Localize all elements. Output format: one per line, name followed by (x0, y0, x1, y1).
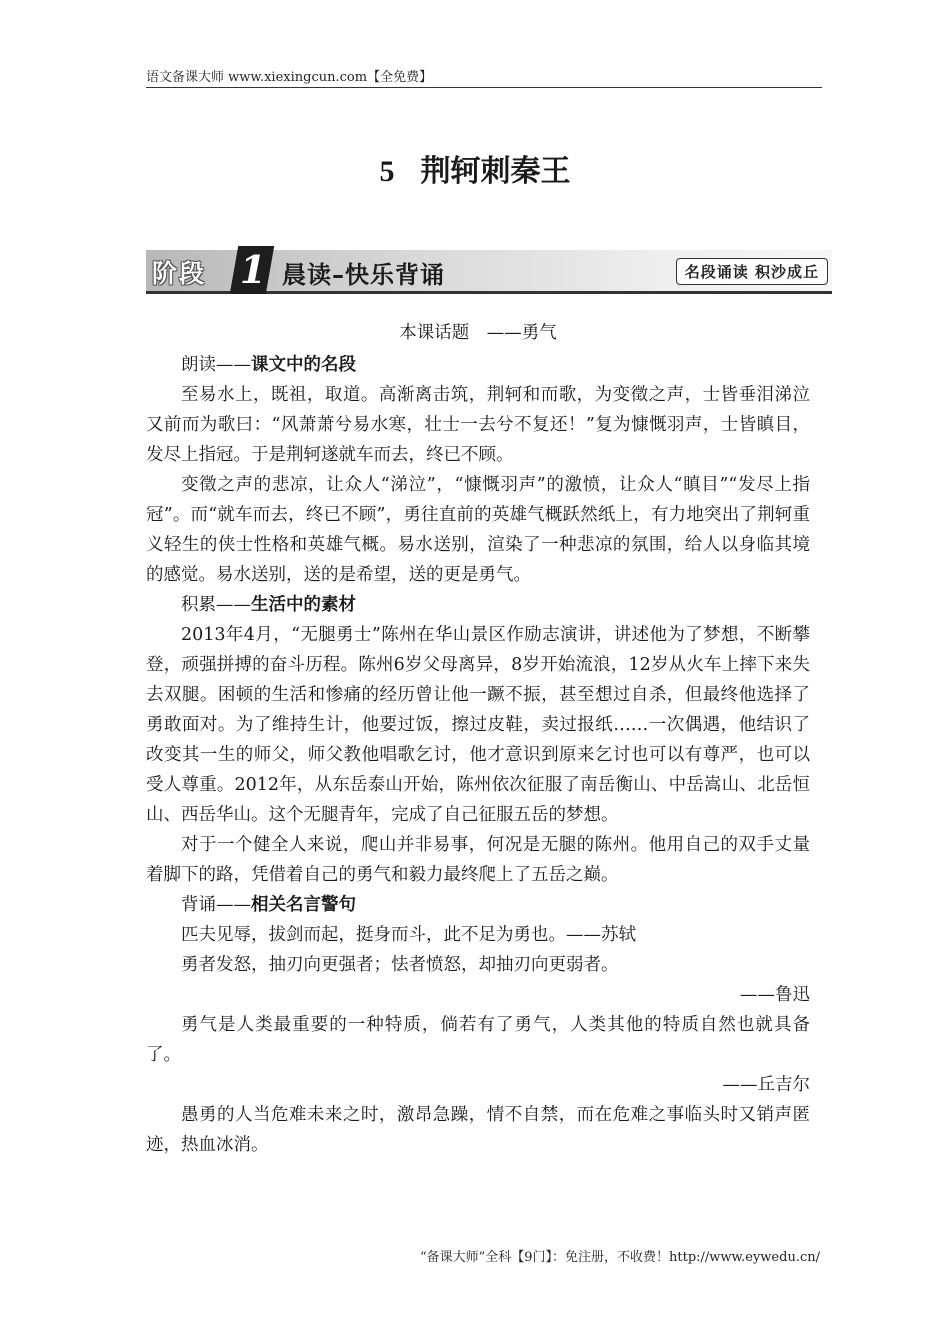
main-content (146, 318, 810, 1160)
stage-heading: 晨读–快乐背诵 (282, 261, 445, 289)
stage-label: 阶段 (152, 259, 207, 288)
paragraph: 2013年4月，“无腿勇士”陈州在华山景区作励志演讲，讲述他为了梦想，不断攀登，顽强拼搏的奋斗历程。陈州6岁父母离异，8岁开始流浪，12岁从火车上摔下来失去双腿。困顿的生活和惨痛的经历曾让他一蹶不振，甚至想过自杀，但最终他选择了勇敢面对。为了维持生计，他要过饭，擦过皮鞋，卖过报纸……一次偶遇，他结识了改变其一生的师父，师父教他唱歌乞讨，他才意识到原来乞讨也可以有尊严，也可以受人尊重。2012年，从东岳泰山开始，陈州依次征服了南岳衡山、中岳嵩山、北岳恒山、西岳华山。这个无腿青年，完成了自己征服五岳的梦想。 (146, 625, 810, 825)
site-header-text: 语文备课大师 www.xiexingcun.com【全免费】 (146, 70, 433, 85)
site-footer-text: “备课大师”全科【9门】：免注册，不收费！http://www.eywedu.cn/ (419, 1250, 820, 1265)
section-prefix: 朗读—— (181, 355, 251, 375)
lesson-title (0, 146, 950, 190)
stage-number: 1 (239, 247, 267, 292)
section-prefix: 背诵—— (181, 895, 251, 915)
topic-line: 本课话题 ——勇气 (399, 323, 557, 343)
quote: 匹夫见辱，拔剑而起，挺身而斗，此不足为勇也。——苏轼 (181, 925, 636, 945)
quote: 愚勇的人当危难未来之时，激昂急躁，情不自禁，而在危难之事临头时又销声匿迹，热血冰消。 (146, 1105, 810, 1155)
quote-author: ——丘吉尔 (722, 1075, 810, 1095)
paragraph: 至易水上，既祖，取道。高渐离击筑，荆轲和而歌，为变徵之声，士皆垂泪涕泣又前而为歌曰：“风萧萧兮易水寒，壮士一去兮不复还！”复为慷慨羽声，士皆瞋目，发尽上指冠。于是荆轲遂就车而去，终已不顾。 (146, 385, 810, 465)
stage-tag: 名段诵读 积沙成丘 (676, 258, 828, 285)
section-heading-recite (146, 890, 810, 920)
stage-banner (146, 247, 832, 292)
quote: 勇气是人类最重要的一种特质，倘若有了勇气，人类其他的特质自然也就具备了。 (146, 1015, 810, 1065)
section-prefix: 积累—— (181, 595, 251, 615)
quote-author: ——鲁迅 (740, 985, 810, 1005)
section-heading-reading (146, 350, 810, 380)
quote: 勇者发怒，抽刃向更强者；怯者愤怒，却抽刃向更弱者。 (181, 955, 619, 975)
lesson-name: 荆轲刺秦王 (420, 154, 571, 189)
section-title: 生活中的素材 (251, 595, 356, 615)
section-title: 相关名言警句 (251, 895, 356, 915)
section-heading-accumulate (146, 590, 810, 620)
paragraph: 变徵之声的悲凉，让众人“涕泣”，“慷慨羽声”的激愤，让众人“瞋目”“发尽上指冠”。而“就车而去，终已不顾”，勇往直前的英雄气概跃然纸上，有力地突出了荆轲重义轻生的侠士性格和英雄气概。易水送别，渲染了一种悲凉的氛围，给人以身临其境的感觉。易水送别，送的是希望，送的更是勇气。 (146, 475, 810, 585)
header-divider (146, 87, 822, 88)
section-title: 课文中的名段 (251, 355, 356, 375)
lesson-number: 5 (379, 155, 395, 188)
paragraph: 对于一个健全人来说，爬山并非易事，何况是无腿的陈州。他用自己的双手丈量着脚下的路，凭借着自己的勇气和毅力最终爬上了五岳之巅。 (146, 835, 810, 885)
